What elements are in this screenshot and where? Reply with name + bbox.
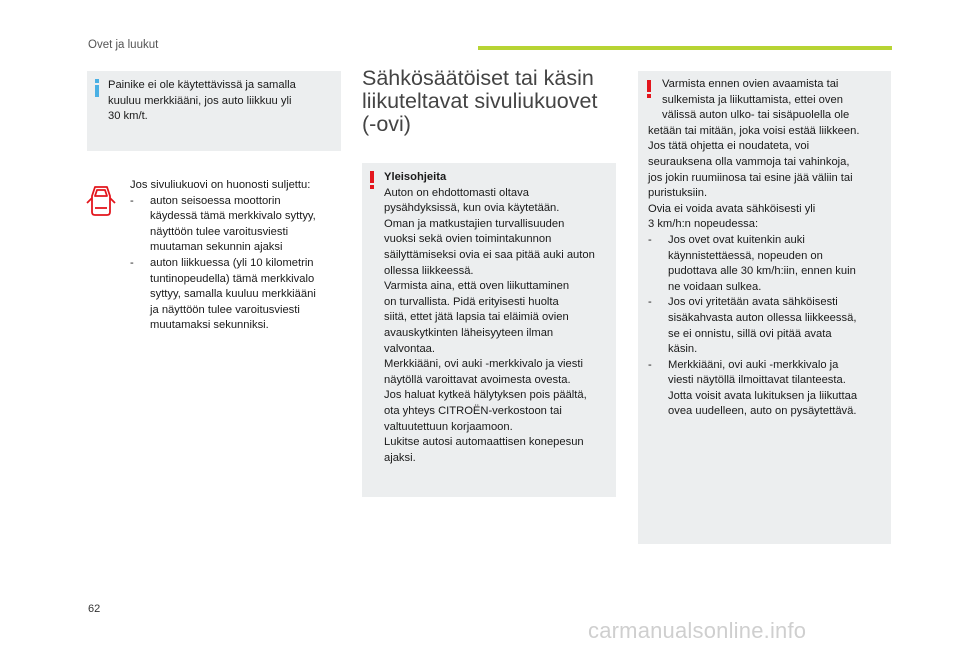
list-line: pudottava alle 30 km/h:iin, ennen kuin — [668, 265, 856, 278]
heading-line: (-ovi) — [362, 112, 411, 136]
general-line: pysähdyksissä, kun ovia käytetään. — [384, 202, 560, 215]
list-dash: - — [130, 194, 134, 207]
warning-line: puristuksiin. — [648, 187, 708, 200]
info-line: Painike ei ole käytettävissä ja samalla — [108, 79, 296, 91]
warning-icon — [369, 171, 375, 192]
info-line: 30 km/t. — [108, 110, 148, 123]
heading-line: liikuteltavat sivuliukuovet — [362, 89, 598, 113]
list-item — [130, 256, 345, 334]
list-line: ne voidaan sulkea. — [668, 280, 762, 293]
general-line: siitä, ettet jätä lapsia tai eläimiä ovien — [384, 311, 569, 324]
info-box — [87, 71, 341, 151]
list-dash: - — [130, 256, 134, 269]
list-item — [648, 295, 891, 357]
list-line: Jos ovet ovat kuitenkin auki — [668, 233, 805, 246]
general-line: Merkkiääni, ovi auki -merkkivalo ja viesti — [384, 358, 583, 371]
list-line: auton liikkuessa (yli 10 kilometrin — [150, 256, 314, 269]
list-line: käydessä tämä merkkivalo syttyy, — [150, 210, 316, 223]
list-line: tuntinopeudella) tämä merkkivalo — [150, 272, 315, 285]
warning-line: ketään tai mitään, joka voisi estää liikkeen. — [648, 124, 860, 137]
door-notice-intro: Jos sivuliukuovi on huonosti suljettu: — [130, 179, 311, 191]
general-line: on turvallista. Pidä erityisesti huolta — [384, 295, 559, 308]
general-line: Jos haluat kytkeä hälytyksen pois päältä, — [384, 389, 587, 402]
general-line: Varmista aina, että oven liikuttaminen — [384, 280, 570, 293]
warning-line: Varmista ennen ovien avaamista tai — [662, 78, 839, 90]
general-line: valtuutettuun korjaamoon. — [384, 420, 513, 433]
general-line: näytöllä varoittavat avoimesta ovesta. — [384, 373, 571, 386]
list-line: muutaman sekunnin ajaksi — [150, 241, 283, 254]
section-heading — [362, 67, 622, 136]
general-line: ota yhteys CITROËN-verkostoon tai — [384, 404, 562, 417]
general-line: valvontaa. — [384, 342, 435, 355]
warning-box — [638, 71, 891, 544]
list-dash: - — [648, 233, 652, 246]
general-line: ollessa liikkeessä. — [384, 264, 474, 277]
general-instructions-box — [362, 163, 616, 497]
general-line: Lukitse autosi automaattisen konepesun — [384, 436, 584, 449]
page-number: 62 — [88, 603, 101, 615]
general-line: säilyttämiseksi ovia ei saa pitää auki auton — [384, 248, 595, 261]
info-line: kuuluu merkkiääni, jos auto liikkuu yli — [108, 94, 292, 107]
door-notice — [86, 178, 346, 343]
watermark: carmanualsonline.info — [588, 618, 807, 643]
list-line: auton seisoessa moottorin — [150, 194, 281, 207]
warning-line: Jos tätä ohjetta ei noudateta, voi — [648, 140, 810, 153]
list-line: muutamaksi sekunniksi. — [150, 319, 269, 332]
warning-line: 3 km/h:n nopeudessa: — [648, 218, 759, 231]
warning-line: välissä auton ulko- tai sisäpuolella ole — [662, 109, 850, 122]
info-icon — [93, 79, 101, 100]
list-line: ovea uudelleen, auto on pysäytettävä. — [668, 405, 857, 418]
list-line: näyttöön tulee varoitusviesti — [150, 225, 289, 238]
list-line: Jos ovi yritetään avata sähköisesti — [668, 296, 838, 309]
list-dash: - — [648, 296, 652, 309]
car-door-open-icon — [86, 184, 116, 223]
list-dash: - — [648, 358, 652, 371]
list-line: Jotta voisit avata lukituksen ja liikuttaa — [668, 389, 858, 402]
header-accent-bar — [478, 46, 892, 50]
list-line: käsin. — [668, 343, 698, 356]
warning-line: Ovia ei voida avata sähköisesti yli — [648, 202, 816, 215]
general-line: avauskytkinten läheisyyteen ilman — [384, 326, 554, 339]
list-line: se ei onnistu, sillä ovi pitää avata — [668, 327, 832, 340]
general-line: ajaksi. — [384, 451, 416, 464]
list-item — [130, 194, 345, 256]
warning-line: sulkemista ja liikuttamista, ettei oven — [662, 93, 843, 106]
list-line: sisäkahvasta auton ollessa liikkeessä, — [668, 311, 857, 324]
list-line: Merkkiääni, ovi auki -merkkivalo ja — [668, 358, 839, 371]
list-line: ja näyttöön tulee varoitusviesti — [150, 303, 300, 316]
general-line: Oman ja matkustajien turvallisuuden — [384, 217, 565, 230]
list-line: syttyy, samalla kuuluu merkkiääni — [150, 288, 316, 301]
list-item — [648, 358, 891, 420]
list-line: käynnistettäessä, nopeuden on — [668, 249, 823, 262]
list-line: viesti näytöllä ilmoittavat tilanteesta. — [668, 374, 846, 387]
section-title: Ovet ja luukut — [88, 39, 159, 51]
warning-line: jos jokin ruumiinosa tai esine jää väliin tai — [648, 171, 853, 184]
general-line: Auton on ehdottomasti oltava — [384, 186, 529, 199]
warning-line: seurauksena olla vammoja tai vahinkoja, — [648, 155, 850, 168]
list-item — [648, 233, 891, 295]
general-line: vuoksi sekä ovien toimintakunnon — [384, 233, 552, 246]
general-title: Yleisohjeita — [384, 171, 447, 183]
heading-line: Sähkösäätöiset tai käsin — [362, 66, 594, 90]
